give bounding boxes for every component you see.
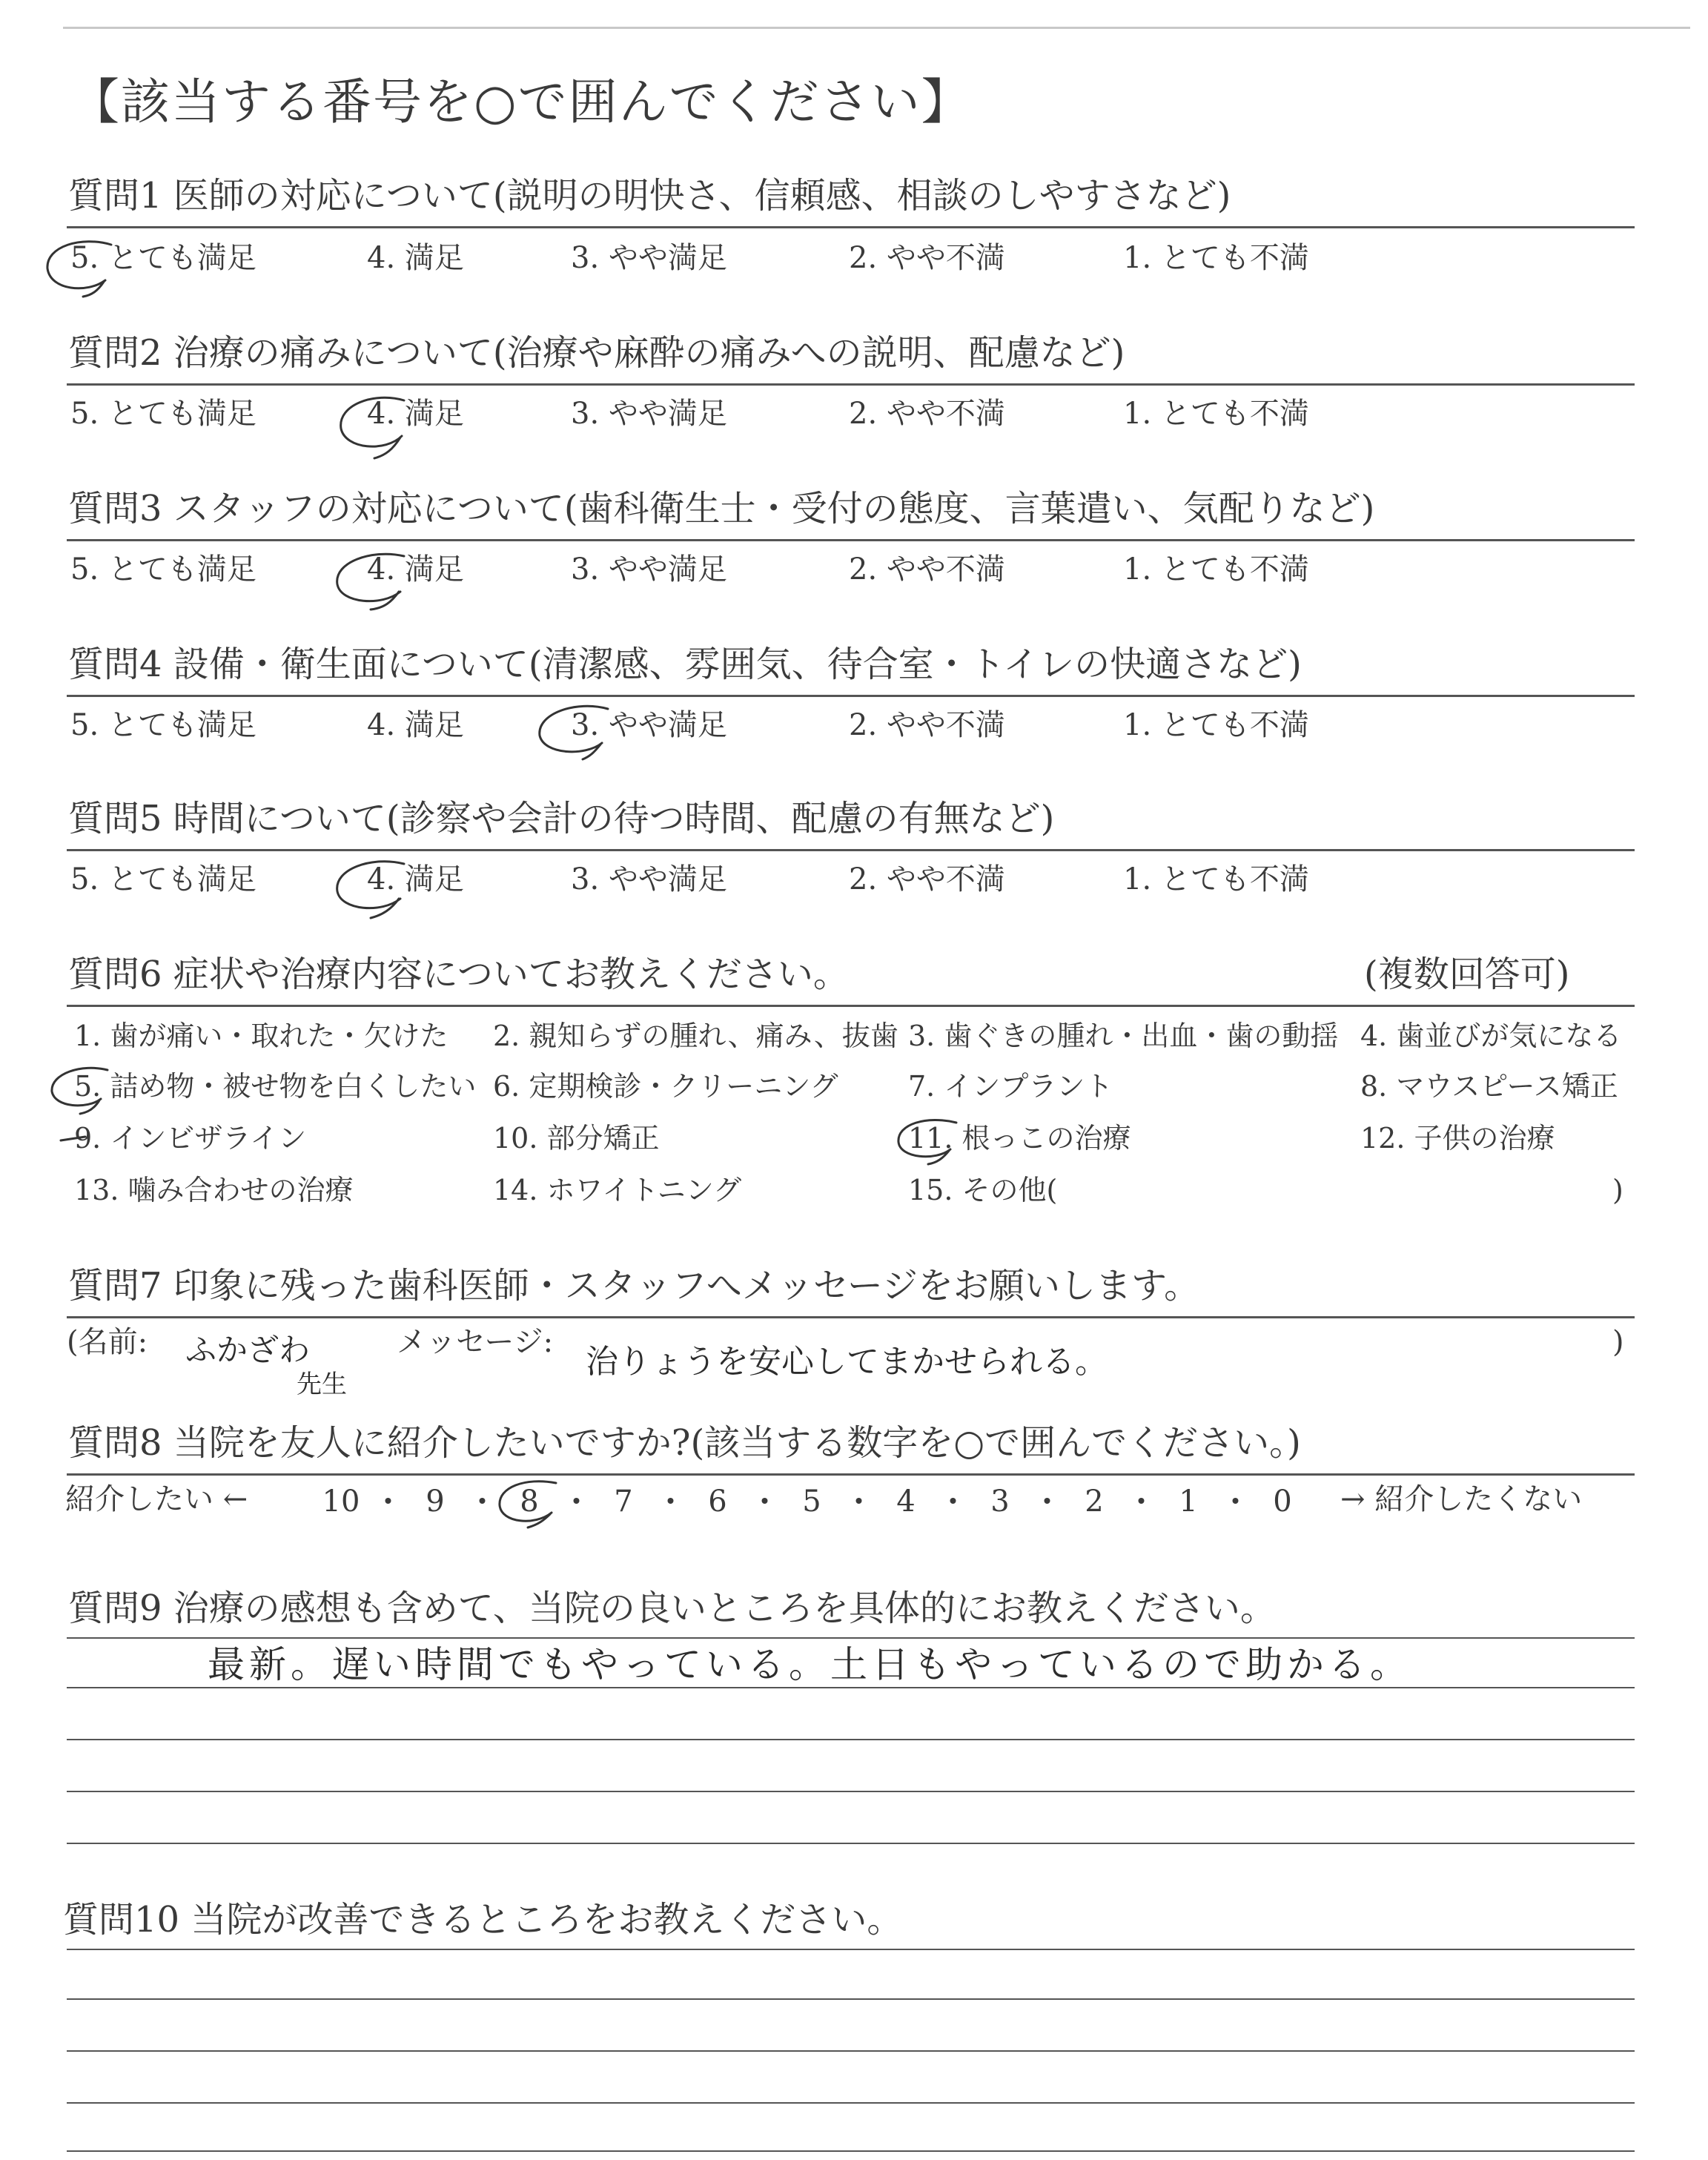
q5-option-4[interactable]: 4. 満足 xyxy=(367,862,464,896)
q4-option-3[interactable]: 3. やや満足 xyxy=(571,708,727,742)
divider xyxy=(67,1005,1635,1007)
writing-line xyxy=(67,1843,1635,1844)
q5-option-3[interactable]: 3. やや満足 xyxy=(571,862,727,896)
q6-option-12[interactable]: 12. 子供の治療 xyxy=(1360,1122,1555,1155)
scale-value-7[interactable]: 7 xyxy=(614,1484,633,1519)
divider xyxy=(67,539,1635,541)
writing-line xyxy=(67,2150,1635,2152)
q6-option-9[interactable]: 9. インビザライン xyxy=(74,1122,307,1155)
divider xyxy=(67,1473,1635,1476)
q9-answer[interactable]: 最新。遅い時間でもやっている。土日もやっているので助かる。 xyxy=(208,1643,1411,1686)
q8-circle-mark xyxy=(500,1482,556,1527)
q3-option-3[interactable]: 3. やや満足 xyxy=(571,552,727,587)
writing-line xyxy=(67,1739,1635,1740)
q6-option-4[interactable]: 4. 歯並びが気になる xyxy=(1360,1020,1622,1052)
writing-line xyxy=(67,1949,1635,1950)
q4-option-1[interactable]: 1. とても不満 xyxy=(1123,708,1309,742)
scale-separator-dot xyxy=(1139,1498,1145,1504)
scale-value-8[interactable]: 8 xyxy=(520,1484,539,1519)
q1-option-5[interactable]: 5. とても満足 xyxy=(70,241,256,275)
question-8-title: 質問8 当院を友人に紹介したいですか?(該当する数字を○で囲んでください。) xyxy=(68,1422,1301,1464)
question-9-title: 質問9 治療の感想も含めて、当院の良いところを具体的にお教えください。 xyxy=(68,1588,1276,1629)
question-2-title: 質問2 治療の痛みについて(治療や麻酔の痛みへの説明、配慮など) xyxy=(68,332,1125,374)
scale-numbers xyxy=(322,1484,1292,1519)
q2-option-3[interactable]: 3. やや満足 xyxy=(571,397,727,431)
scale-separator-dot xyxy=(1045,1498,1050,1504)
q6-option-5[interactable]: 5. 詰め物・被せ物を白くしたい xyxy=(74,1070,477,1103)
q2-option-1[interactable]: 1. とても不満 xyxy=(1123,397,1309,431)
scale-separator-dot xyxy=(668,1498,674,1504)
q3-option-1[interactable]: 1. とても不満 xyxy=(1123,552,1309,587)
question-5-title: 質問5 時間について(診察や会計の待つ時間、配慮の有無など) xyxy=(68,798,1055,839)
message-label: メッセージ: xyxy=(397,1325,554,1359)
scale-separator-dot xyxy=(385,1498,391,1504)
question-3-title: 質問3 スタッフの対応について(歯科衛生士・受付の態度、言葉遣い、気配りなど) xyxy=(68,488,1375,529)
q5-option-1[interactable]: 1. とても不満 xyxy=(1123,862,1309,896)
writing-line xyxy=(67,1687,1635,1688)
q3-option-2[interactable]: 2. やや不満 xyxy=(849,552,1005,587)
message-value[interactable]: 治りょうを安心してまかせられる。 xyxy=(586,1343,1108,1381)
scale-value-5[interactable]: 5 xyxy=(802,1484,821,1519)
q1-option-2[interactable]: 2. やや不満 xyxy=(849,241,1005,275)
q6-option-1[interactable]: 1. 歯が痛い・取れた・欠けた xyxy=(74,1020,448,1052)
q6-option-2[interactable]: 2. 親知らずの腫れ、痛み、抜歯 xyxy=(493,1020,898,1052)
scale-separator-dot xyxy=(950,1498,956,1504)
scale-separator-dot xyxy=(480,1498,486,1504)
q1-option-3[interactable]: 3. やや満足 xyxy=(571,241,727,275)
top-border xyxy=(63,27,1690,29)
q6-option-8[interactable]: 8. マウスピース矯正 xyxy=(1360,1070,1618,1103)
question-1-title: 質問1 医師の対応について(説明の明快さ、信頼感、相談のしやすさなど) xyxy=(68,175,1231,217)
not-recommend-label: → 紹介したくない xyxy=(1340,1482,1583,1516)
q2-option-5[interactable]: 5. とても満足 xyxy=(70,397,256,431)
divider xyxy=(67,226,1635,228)
q6-option-15-close: ) xyxy=(1612,1174,1623,1206)
scale-separator-dot xyxy=(1233,1498,1239,1504)
scale-separators xyxy=(385,1498,1239,1504)
q6-option-3[interactable]: 3. 歯ぐきの腫れ・出血・歯の動揺 xyxy=(908,1020,1339,1052)
question-7-title: 質問7 印象に残った歯科医師・スタッフへメッセージをお願いします。 xyxy=(68,1265,1200,1307)
divider xyxy=(67,849,1635,851)
q6-option-6[interactable]: 6. 定期検診・クリーニング xyxy=(493,1070,838,1103)
q3-option-4[interactable]: 4. 満足 xyxy=(367,552,464,587)
q3-option-5[interactable]: 5. とても満足 xyxy=(70,552,256,587)
name-suffix: 先生 xyxy=(297,1370,347,1399)
recommend-label: 紹介したい ← xyxy=(65,1482,248,1516)
q6-option-14[interactable]: 14. ホワイトニング xyxy=(493,1174,742,1206)
question-6-title: 質問6 症状や治療内容についてお教えください。 xyxy=(68,954,849,995)
writing-line xyxy=(67,1998,1635,2000)
q5-option-5[interactable]: 5. とても満足 xyxy=(70,862,256,896)
scale-separator-dot xyxy=(762,1498,768,1504)
q2-option-2[interactable]: 2. やや不満 xyxy=(849,397,1005,431)
scale-value-0[interactable]: 0 xyxy=(1273,1484,1292,1519)
q6-option-13[interactable]: 13. 噛み合わせの治療 xyxy=(74,1174,354,1206)
scale-value-3[interactable]: 3 xyxy=(990,1484,1010,1519)
scale-separator-dot xyxy=(856,1498,862,1504)
q6-option-7[interactable]: 7. インプラント xyxy=(908,1070,1113,1103)
name-value[interactable]: ふかざわ xyxy=(185,1332,311,1368)
q4-option-4[interactable]: 4. 満足 xyxy=(367,708,464,742)
name-label: (名前: xyxy=(67,1325,148,1359)
scale-value-4[interactable]: 4 xyxy=(896,1484,916,1519)
q4-option-2[interactable]: 2. やや不満 xyxy=(849,708,1005,742)
q1-option-4[interactable]: 4. 満足 xyxy=(367,241,464,275)
q6-option-10[interactable]: 10. 部分矯正 xyxy=(493,1122,660,1155)
divider xyxy=(67,1316,1635,1318)
divider xyxy=(67,383,1635,386)
scale-value-9[interactable]: 9 xyxy=(426,1484,445,1519)
divider xyxy=(67,695,1635,697)
question-4-title: 質問4 設備・衛生面について(清潔感、雰囲気、待合室・トイレの快適さなど) xyxy=(68,644,1302,685)
multiple-answers-note: (複数回答可) xyxy=(1364,954,1570,995)
page-title: 【該当する番号を○で囲んでください】 xyxy=(70,73,972,131)
scale-separator-dot xyxy=(574,1498,580,1504)
q4-option-5[interactable]: 5. とても満足 xyxy=(70,708,256,742)
writing-line xyxy=(67,1791,1635,1792)
q1-option-1[interactable]: 1. とても不満 xyxy=(1123,241,1309,275)
question-10-title: 質問10 当院が改善できるところをお教えください。 xyxy=(63,1899,903,1941)
q6-option-15[interactable]: 15. その他( xyxy=(908,1174,1058,1206)
message-close: ) xyxy=(1612,1325,1624,1359)
scale-value-2[interactable]: 2 xyxy=(1085,1484,1104,1519)
writing-line xyxy=(67,1637,1635,1639)
writing-line xyxy=(67,2102,1635,2104)
q5-option-2[interactable]: 2. やや不満 xyxy=(849,862,1005,896)
scale-value-1[interactable]: 1 xyxy=(1179,1484,1198,1519)
scale-value-6[interactable]: 6 xyxy=(708,1484,727,1519)
q2-option-4[interactable]: 4. 満足 xyxy=(367,397,464,431)
scale-value-10[interactable]: 10 xyxy=(322,1484,360,1519)
q6-option-11[interactable]: 11. 根っこの治療 xyxy=(908,1122,1131,1155)
writing-line xyxy=(67,2050,1635,2052)
